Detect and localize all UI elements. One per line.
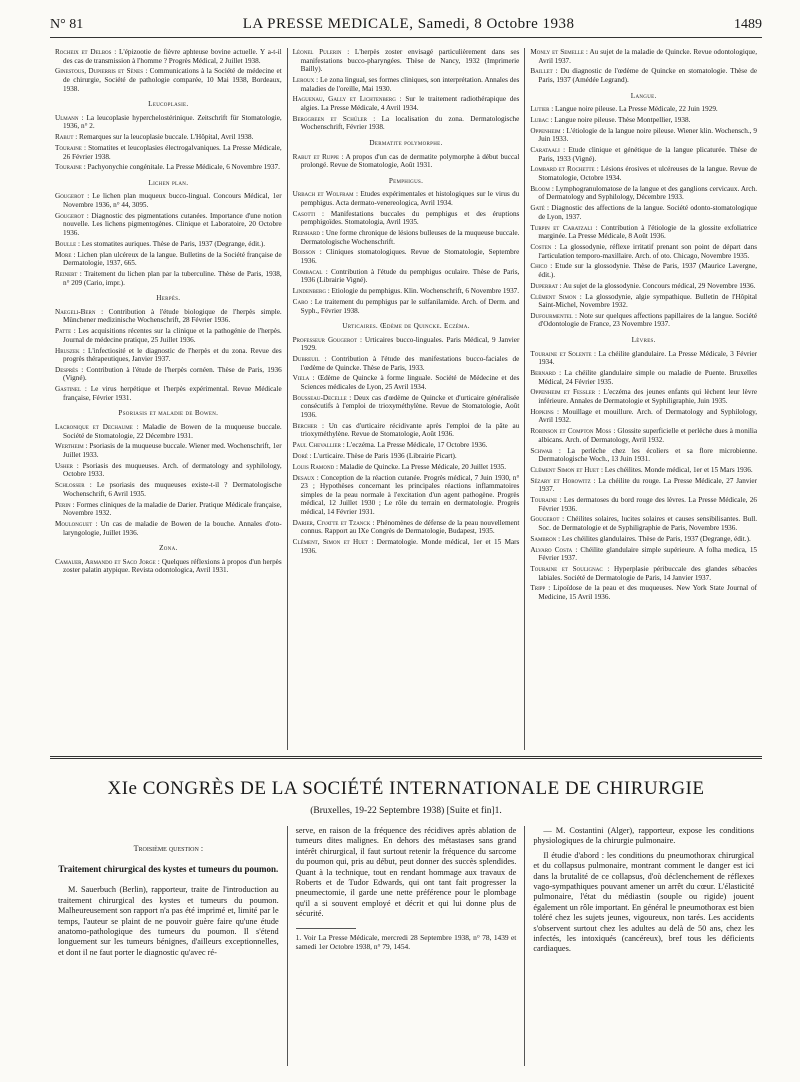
bibliography-entry [293, 268, 520, 285]
bibliography-entry [55, 366, 282, 383]
entry-author: Lacronique et Dechaume [55, 423, 133, 432]
entry-author: Caro [292, 297, 309, 306]
entry-author: Chico [530, 262, 548, 271]
entry-author: Rabut et Ruppe [292, 152, 340, 161]
bibliography-entry [55, 163, 282, 172]
entry-text: : Contribution à l'étude de l'herpès cornéen. Thèse de Paris, 1936 (Vigné). [63, 365, 282, 383]
entry-author: Ginestous, Dupierris et Sènes [55, 67, 144, 76]
bibliography-entry [55, 270, 282, 287]
entry-text: : Contribution à l'étude du pemphigus oculaire. Thèse de Paris, 1936 (Librairie Vigné). [300, 267, 520, 285]
bibliography-entry [293, 248, 520, 265]
entry-author: Robinson et Compton Moss [530, 427, 612, 436]
entry-author: Leroux [292, 75, 315, 84]
entry-author: Schwab [530, 446, 553, 455]
entry-text: : Œdème de Quincke à forme linguale. Société de Médecine et des Sciences médicales de Lyon, 25 Avril 1934. [300, 374, 520, 392]
entry-author: Gaté [530, 204, 545, 213]
article-column-1 [50, 826, 287, 1066]
article-paragraph: M. Sauerbuch (Berlin), rapporteur, traite de l'introduction au traitement chirurgical des kystes et tumeurs du poumon. Malheureusement son rapport n'a pas été imprimé et, limité par le temps, l'auteur se plaint de ne pouvoir guère faire qu'une étude anatomo-pathologique des tumeurs du poumon. Il s'étend longuement sur les tumeurs bénignes, d'ailleurs exceptionnelles, et dont il ne faut porter le diagnostic qu'avec ré- [58, 885, 279, 957]
section-heading: Herpès. [156, 294, 181, 303]
entry-author: Combacal [292, 267, 323, 276]
entry-text: : Mouillage et mouillure. Arch. of Dermatology and Syphilology, Avril 1932. [538, 407, 758, 425]
bibliography-entry [293, 355, 520, 372]
bibliography-entry [55, 48, 282, 65]
entry-author: Ulmann [55, 113, 79, 122]
bibliography-entry [55, 520, 282, 537]
entry-text: : Diagnostic des pigmentations cutanées. Importance d'une notion nouvelle. Les lichens pigmentogènes. Clinique et Laboratoire, 20 Octobre 1936. [63, 211, 282, 238]
entry-author: Perin [55, 500, 71, 509]
entry-text: : A propos d'un cas de dermatite polymorphe à début buccal prolongé. Revue de Stomatologie, Août 1931. [300, 152, 520, 170]
entry-text: : Le virus herpétique et l'herpès expérimental. Revue Médicale française, Février 1931. [63, 385, 282, 402]
bibliography-entry [55, 442, 282, 459]
bibliography-entry [530, 447, 757, 464]
bibliography-entry [530, 388, 757, 405]
bibliography-entry [530, 146, 757, 163]
entry-author: Urbach et Wolfram [292, 190, 354, 199]
bibliography-entry [530, 116, 757, 125]
entry-author: Bercher [292, 421, 318, 430]
section-heading: Lichen plan. [148, 178, 189, 187]
entry-author: Gastinel [55, 385, 82, 394]
page-header [50, 16, 762, 38]
entry-author: Naegeli-Bern [55, 307, 96, 316]
article-paragraph: serve, en raison de la fréquence des récidives après ablation de tumeurs dites malignes. En dehors des métastases sans grand intérêt chirurgical, il faut surtout retenir la fréquence du sarcome du poumon qui, pris au début, peut donner des succès splendides. Quant à la technique, tout en rendant hommage aux travaux de Roberts et de Tudor Edwards, qui ont tant fait progresser la pneumectomie, il garde une nette préférence pour le plombage qu'il a si souvent employé et décrit et qui lui donne plus de sécurité. [295, 826, 517, 919]
bibliography-entry [293, 153, 520, 170]
entry-text: : Lésions érosives et ulcéreuses de la langue. Revue de Stomatologie, Octobre 1934. [538, 165, 758, 183]
entry-text: : Hyperplasie péribuccale des glandes sébacées labiales. Société de Dermatologie de Paris, 14 Janvier 1937. [538, 564, 758, 582]
footnote: 1. Voir La Presse Médicale, mercredi 28 Septembre 1938, n° 78, 1439 et samedi 1er Octobre 1938, n° 79, 1454. [295, 932, 517, 951]
entry-author: Camauer, Armando et Saco Jorge [55, 557, 156, 566]
bibliography-entry [293, 474, 520, 517]
entry-author: Lindenberg [292, 287, 326, 296]
entry-author: Boisson [292, 248, 316, 257]
question-title: Traitement chirurgical des kystes et tumeurs du poumon. [58, 864, 279, 875]
bibliography-entry [293, 115, 520, 132]
entry-author: Després [55, 365, 78, 374]
entry-text: : La localisation du zona. Dermatologische Wochenschrift, Février 1938. [300, 114, 520, 132]
entry-author: Viela [292, 374, 310, 383]
entry-author: Darier, Civatte et Tzanck [292, 518, 371, 527]
entry-text: : Au sujet de la glossodynie. Concours médical, 29 Novembre 1936. [559, 281, 756, 290]
entry-author: More [55, 250, 72, 259]
entry-text: : La chéilite glandulaire simple ou maladie de Puente. Bruxelles Médical, 24 Février 1935. [538, 369, 758, 386]
entry-text: : Glossite superficielle et perlèche dues à monilia albicans. Arch. of Dermatology, Avril 1932. [538, 427, 758, 444]
bibliography-entry [530, 565, 757, 582]
entry-text: : L'infectiosité et le diagnostic de l'herpès et du zona. Revue des progrès thérapeutiques, Janvier 1937. [63, 346, 282, 364]
entry-text: : Contribution à l'étude des manifestations bucco-faciales de l'œdème de Quincke. Thèse de Paris, 1933. [300, 355, 520, 372]
entry-author: Dubreuil [292, 355, 320, 364]
entry-text: : Les acquisitions récentes sur la clinique et la pathogénie de l'herpès. Journal de médecine pratique, 25 Juillet 1936. [63, 327, 282, 344]
bibliography-entry [530, 262, 757, 279]
entry-author: Touraine et Solente [530, 349, 592, 358]
bibliography-entry [530, 477, 757, 494]
entry-text: : Les chéilites glandulaires. Thèse de Paris, 1937 (Degrange, édit.). [558, 534, 751, 543]
bibliography-columns [50, 48, 762, 750]
entry-text: : Contribution à l'étiologie de la glossite exfoliatrice marginée. La Presse Médicale, 8 Août 1936. [538, 223, 758, 241]
entry-text: : Un cas de maladie de Bowen de la bouche. Annales d'oto-laryngologie, Juillet 1936. [63, 519, 282, 537]
bibliography-entry [530, 496, 757, 513]
entry-author: Sézary et Horowitz [530, 476, 591, 485]
entry-text: : Psoriasis des muqueuses. Arch. of dermatology and syphilology, Octobre 1933. [63, 461, 282, 479]
entry-author: Gougerot [530, 515, 560, 524]
entry-text: : Urticaires bucco-linguales. Paris Médical, 9 Janvier 1929. [300, 335, 520, 353]
entry-text: : Contribution à l'étude biologique de l'herpès simple. Münchener medizinische Wochenschrift, 28 Février 1936. [63, 307, 282, 325]
publication-title: LA PRESSE MEDICALE, Samedi, 8 Octobre 1938 [242, 16, 575, 32]
entry-text: : Lipoïdose de la peau et des muqueuses. New York State Journal of Medicine, 15 Avril 1936. [538, 584, 758, 601]
entry-author: Bernard [530, 369, 556, 378]
entry-text: : Le lichen plan muqueux bucco-lingual. Concours Médical, 1er Novembre 1936, n° 44, 3095. [63, 192, 282, 210]
article-column-2 [287, 826, 525, 1066]
bibliography-entry [293, 298, 520, 315]
bibliography-entry [293, 441, 520, 450]
entry-text: : Lymphogranulomatose de la langue et des ganglions cervicaux. Arch. of Dermatology and Syphilology, Décembre 1933. [538, 184, 758, 202]
entry-author: Touraine et Soulignac [530, 564, 603, 573]
entry-author: Oppenheim et Fessler [530, 388, 596, 397]
entry-author: Bloom [530, 184, 550, 193]
entry-text: : Les dermatoses du bord rouge des lèvres. La Presse Médicale, 26 Février 1936. [538, 496, 758, 513]
entry-author: Gougerot [55, 211, 85, 220]
entry-author: Dufourmentel [530, 311, 573, 320]
bibliography-entry [293, 190, 520, 207]
entry-author: Clément Simon et Huet [530, 465, 600, 474]
entry-author: Louis Ramond [292, 462, 335, 471]
section-heading: Zona. [159, 544, 178, 553]
entry-text: : Deux cas d'œdème de Quincke et d'urticaire généralisée consécutifs à l'emploi de trioxyméthylène. Revue de Stomatologie, Août 1936. [300, 393, 520, 420]
entry-author: Hruszek [55, 346, 80, 355]
entry-text: : Maladie de Quincke. La Presse Médicale, 20 Juillet 1935. [336, 462, 507, 471]
entry-author: Monly et Semelle [530, 48, 584, 56]
entry-text: : Stomatites et leucoplasies électrogalvaniques. La Presse Médicale, 26 Février 1938. [63, 143, 282, 161]
entry-author: Duperrat [530, 281, 558, 290]
entry-text: : L'eczéma. La Presse Médicale, 17 Octobre 1936. [342, 441, 488, 450]
entry-text: : Une forme chronique de lésions bulleuses de la muqueuse buccale. Dermatologische Wochenschrift. [300, 229, 520, 246]
entry-text: : Diagnostic des affections de la langue. Société odonto-stomatologique de Lyon, 1937. [538, 204, 758, 221]
bibliography-entry [293, 287, 520, 296]
entry-author: Usher [55, 461, 73, 470]
section-heading: Psoriasis et maladie de Bowen. [118, 409, 219, 418]
bibliography-entry [530, 427, 757, 444]
bibliography-entry [55, 67, 282, 93]
entry-author: Sambron [530, 534, 557, 543]
bibliography-entry [530, 105, 757, 114]
entry-author: Clément, Simon et Huet [292, 538, 368, 547]
entry-text: : Lichen plan ulcéreux de la langue. Bulletins de la Société française de Dermatologie, 1937, 665. [63, 250, 282, 268]
entry-author: Lombard et Rochette [530, 165, 595, 174]
entry-author: Tripp [530, 584, 546, 593]
bibliography-entry [530, 243, 757, 260]
entry-author: Berggreen et Schüler [292, 114, 367, 123]
bibliography-entry [530, 369, 757, 386]
entry-author: Paul Chevallier [292, 441, 341, 450]
footnote-rule [296, 928, 356, 929]
entry-text: : Note sur quelques affections papillaires de la langue. Société d'Odontologie de France, 23 Novembre 1937. [538, 311, 758, 329]
bibliography-entry [530, 165, 757, 182]
entry-text: : L'eczéma des jeunes enfants qui lèchent leur lèvre inférieure. Annales de Dermatologie et Syphiligraphie, Juin 1935. [538, 388, 758, 405]
bibliography-entry [293, 394, 520, 420]
entry-author: Alvaro Costa [530, 545, 573, 554]
bibliography-entry [293, 519, 520, 536]
bibliography-entry [55, 481, 282, 498]
issue-number: N° 81 [50, 17, 84, 32]
entry-author: Touraine [55, 163, 82, 172]
bibliography-entry [55, 462, 282, 479]
entry-author: Boulle [55, 239, 77, 248]
article-paragraph: Il étudie d'abord : les conditions du pneumothorax chirurgical et du collapsus pulmonaire, montrant comment le danger est ici dans la brutalité de ce collapsus, d'où déclenchement de réflexes vago-sympathiques pouvant amener un arrêt du cœur. L'élasticité pulmonaire, l'état du médiastin (souple ou rigide) jouent également un rôle important. En général le pneumothorax est bien toléré chez les sujets jeunes, vigoureux, non tarés. Les accidents s'observent surtout chez les adultes au delà de 50 ans, chez les infectés, les intoxiqués (cancéreux), bref tous les déficients cardiaques. [533, 850, 755, 954]
bibliography-entry [530, 466, 757, 475]
entry-text: : Manifestations buccales du pemphigus et des éruptions pemphigoïdes. Stomatologia, Avril 1935. [300, 209, 520, 227]
entry-text: : Etiologie du pemphigus. Klin. Wochenschrift, 6 Novembre 1937. [327, 287, 520, 296]
entry-text: : L'étiologie de la langue noire pileuse. Wiener klin. Wochensch., 9 Juin 1933. [538, 126, 758, 144]
entry-text: : Chéilite glandulaire simple supérieure. A folha medica, 15 Février 1937. [538, 545, 758, 563]
bibliography-entry [55, 558, 282, 575]
entry-author: Costen [530, 242, 552, 251]
entry-text: : La glossodynie, réflexe irritatif prenant son point de départ dans l'articulation temporo-maxillaire. Arch. of oto. Chicago, Novembre 1935. [538, 242, 758, 260]
bibliography-entry [55, 144, 282, 161]
entry-text: : Chéilites solaires, lucites solaires et causes sensibilisantes. Bull. Soc. de Dermatologie et de Syphiligraphie de Paris, Novembre 1936. [538, 515, 758, 533]
bibliography-entry [530, 293, 757, 310]
section-heading: Pemphigus. [388, 176, 424, 185]
section-heading: Langue. [630, 91, 657, 100]
bibliography-entry [293, 48, 520, 74]
bibliography-entry [293, 452, 520, 461]
entry-author: Professeur Gougerot [292, 335, 358, 344]
entry-author: Casotti [292, 209, 316, 218]
bibliography-entry [293, 229, 520, 246]
entry-text: : Le traitement du pemphigus par le sulfanilamide. Arch. of Derm. and Syph., Février 1938. [300, 297, 520, 315]
entry-author: Reinhard [292, 229, 320, 238]
entry-text: : Etudes expérimentales et histologiques sur le virus du pemphigus. Acta dermato-venereologica, Avril 1934. [300, 190, 520, 207]
entry-text: : L'herpès zoster envisagé particulièrement dans ses manifestations bucco-pharyngées. Thèse de Nancy, 1932 (Imprimerie Bailly). [300, 48, 520, 74]
entry-author: Rocheix et Delbos [55, 48, 112, 56]
entry-author: Wertheim [55, 442, 84, 451]
entry-text: : Les stomatites auriques. Thèse de Paris, 1937 (Degrange, édit.). [77, 239, 266, 248]
entry-text: : Dermatologie. Monde médical, 1er et 15 Mars 1936. [300, 538, 520, 555]
bibliography-entry [55, 251, 282, 268]
bibliography-entry [530, 282, 757, 291]
bibliography-entry [530, 48, 757, 65]
bibliography-entry [530, 515, 757, 532]
entry-author: Hopkins [530, 407, 554, 416]
entry-text: : Etude clinique et génétique de la langue plicaturée. Thèse de Paris, 1933 (Vigné). [538, 146, 758, 163]
bibliography-entry [55, 114, 282, 131]
entry-author: Lubac [530, 115, 549, 124]
entry-author: Moulonguet [55, 519, 93, 528]
section-divider [50, 756, 762, 759]
bibliography-entry [55, 423, 282, 440]
bibliography-entry [530, 350, 757, 367]
entry-author: Oppenheim [530, 126, 561, 135]
bibliography-entry [530, 224, 757, 241]
bibliography-entry [293, 374, 520, 391]
entry-text: : Les chéilites. Monde médical, 1er et 15 Mars 1936. [600, 465, 753, 474]
bibliography-entry [55, 308, 282, 325]
entry-author: Baillet [530, 67, 553, 76]
entry-author: Touraine [55, 143, 82, 152]
entry-text: : La glossodynie, algie sympathique. Bulletin de l'Hôpital Saint-Michel, Novembre 1932. [538, 292, 758, 310]
entry-author: Doré [292, 451, 308, 460]
question-heading: Troisième question : [133, 844, 204, 853]
bibliography-entry [293, 422, 520, 439]
entry-author: Schlosser [55, 481, 85, 490]
entry-author: Haguenau, Gally et Lichtenberg [292, 95, 396, 104]
entry-author: Patte [55, 327, 72, 336]
bibliography-entry [530, 312, 757, 329]
bibliography-entry [530, 185, 757, 202]
bibliography-entry [293, 538, 520, 555]
entry-text: : La chéilite glandulaire. La Presse Médicale, 3 Février 1934. [538, 349, 758, 367]
entry-author: Rabut [55, 133, 74, 142]
entry-text: : Sur le traitement radiothérapique des algies. La Presse Médicale, 4 Avril 1934. [300, 95, 520, 112]
entry-author: Gougerot [55, 192, 85, 201]
bibliography-entry [55, 133, 282, 142]
article-paragraph: — M. Costantini (Alger), rapporteur, expose les conditions physiologiques de la chirurgie pulmonaire. [533, 826, 755, 846]
entry-author: Turpin et Caratzali [530, 223, 593, 232]
entry-author: Carataali [530, 146, 560, 155]
entry-author: Léonel Pulerin [292, 48, 342, 56]
section-heading: Urticaires. Œdème de Quincke. Eczéma. [342, 322, 470, 331]
entry-author: Clément Simon [530, 292, 577, 301]
entry-text: : La chéilite du rouge. La Presse Médicale, 27 Janvier 1937. [538, 476, 758, 494]
entry-text: : Remarques sur la leucoplasie buccale. L'Hôpital, Avril 1938. [75, 133, 254, 142]
entry-author: Reinert [55, 269, 78, 278]
page-number: 1489 [733, 17, 762, 32]
bibliography-entry [293, 95, 520, 112]
bibliography-entry [55, 327, 282, 344]
bibliography-column-2 [287, 48, 525, 750]
bibliography-entry [293, 210, 520, 227]
entry-text: : Le zona lingual, ses formes cliniques, son interprétation. Annales des maladies de l'oreille, Mai 1930. [300, 75, 520, 93]
entry-text: : Traitement du lichen plan par la tuberculine. Thèse de Paris, 1938, n° 209 (Cario, impr.). [63, 269, 282, 287]
bibliography-entry [55, 240, 282, 249]
entry-text: : Langue noire pileuse. La Presse Médicale, 22 Juin 1929. [551, 105, 718, 114]
entry-text: : L'épizootie de fièvre aphteuse bovine actuelle. Y a-t-il des cas de transmission à l'homme ? Progrès Médical, 2 Juillet 1938. [63, 48, 282, 65]
entry-text: : Quelques réflexions à propos d'un herpès zoster palatin atypique. Revista odontologica, Avril 1931. [63, 557, 282, 575]
bibliography-entry [530, 127, 757, 144]
entry-text: : Cliniques stomatologiques. Revue de Stomatologie, Septembre 1936. [300, 248, 520, 265]
bibliography-column-3 [524, 48, 762, 750]
bibliography-entry [530, 546, 757, 563]
bibliography-entry [530, 584, 757, 601]
entry-text: : Pachyonychie congénitale. La Presse Médicale, 6 Novembre 1937. [83, 163, 280, 172]
entry-text: : Formes cliniques de la maladie de Darier. Pratique Médicale française, Novembre 1932. [63, 500, 282, 518]
section-heading: Dermatite polymorphe. [369, 138, 443, 147]
bibliography-entry [530, 204, 757, 221]
article-column-3 [524, 826, 762, 1066]
bibliography-entry [293, 76, 520, 93]
bibliography-entry [293, 463, 520, 472]
entry-text: : Psoriasis de la muqueuse buccale. Wiener med. Wochenschrift, 1er Juillet 1933. [63, 442, 282, 459]
entry-text: : Au sujet de la maladie de Quincke. Revue odontologique, Avril 1937. [538, 48, 758, 65]
bibliography-entry [530, 408, 757, 425]
entry-text: : Langue noire pileuse. Thèse Montpellier, 1938. [550, 115, 691, 124]
entry-text: : Un cas d'urticaire récidivante après l'emploi de la pâte au trioxyméthylène. Revue de Stomatologie, Août 1936. [300, 421, 520, 439]
entry-text: : L'urticaire. Thèse de Paris 1936 (Librairie Picart). [309, 451, 457, 460]
bibliography-entry [530, 535, 757, 544]
section-heading: Lèvres. [631, 336, 656, 345]
entry-author: Bousseau-Decelle [292, 393, 347, 402]
bibliography-entry [55, 385, 282, 402]
congress-subtitle: (Bruxelles, 19-22 Septembre 1938) [Suite et fin]1. [310, 806, 502, 816]
section-heading: Leucoplasie. [148, 100, 189, 109]
bibliography-entry [55, 347, 282, 364]
bibliography-entry [55, 501, 282, 518]
entry-author: Desaux [292, 473, 315, 482]
bibliography-entry [293, 336, 520, 353]
entry-text: : Communications à la Société de médecine et de chirurgie, Société de pathologie comparée, 10 Mai 1938, Bordeaux, 1938. [63, 67, 282, 93]
entry-text: : La perlèche chez les écoliers et sa flore microbienne. Dermatologische Woch., 13 Juin 1931. [538, 446, 758, 464]
entry-text: : Le psoriasis des muqueuses existe-t-il ? Dermatologische Wochenschrift, 6 Avril 1935. [63, 481, 282, 498]
entry-text: : Etude sur la glossodynie. Thèse de Paris, 1937 (Maurice Lavergne, édit.). [538, 262, 758, 279]
congress-title: XIe CONGRÈS DE LA SOCIÉTÉ INTERNATIONALE DE CHIRURGIE [107, 778, 705, 799]
entry-text: : Conception de la réaction cutanée. Progrès médical, 7 Juin 1930, n° 23 ; Hypothèses concernant les principales réactions inflammatoires simples de la peau normale à l'excitation d'un agent pathogène. Progrès médical, 12 Juillet 1930 ; Le rôle du terrain en dermatologie. Progrès médical, 14 Février 1931. [300, 473, 520, 516]
entry-text: : La leucoplasie hyperchelostérinique. Zeitschrift für Stomatologie, 1936, n° 2. [63, 113, 282, 131]
article-columns [50, 826, 762, 1066]
entry-text: : Maladie de Bowen de la muqueuse buccale. Société de Stomatologie, 22 Décembre 1931. [63, 423, 282, 440]
bibliography-column-1 [50, 48, 287, 750]
entry-text: : Du diagnostic de l'œdème de Quincke en stomatologie. Thèse de Paris, 1937 (Amédée Legrand). [538, 67, 758, 84]
entry-author: Lutier [530, 105, 550, 114]
bibliography-entry [55, 192, 282, 209]
entry-author: Touraine [530, 496, 558, 505]
entry-text: : Phénomènes de défense de la peau nouvellement connus. Rapport au IXe Congrès de Dermatologie, Budapest, 1935. [300, 518, 520, 536]
bibliography-entry [55, 212, 282, 238]
bibliography-entry [530, 67, 757, 84]
